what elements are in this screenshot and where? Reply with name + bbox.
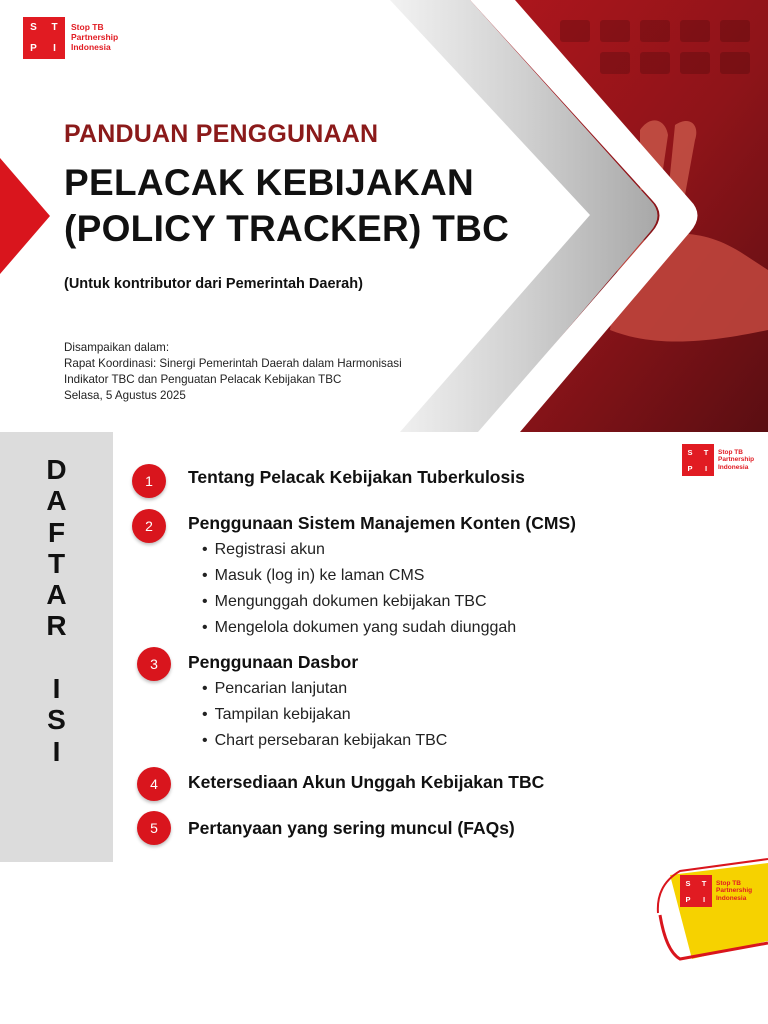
- logo-mark: S T P I: [23, 17, 65, 59]
- corner-decoration: [640, 855, 768, 965]
- logo-text: Stop TB Partnershig Indonesia: [716, 879, 753, 902]
- section-number-badge: 2: [132, 509, 166, 543]
- section-item[interactable]: • Pencarian lanjutan: [202, 680, 347, 698]
- section-number-badge: 1: [132, 464, 166, 498]
- left-arrow-shape: [0, 158, 52, 274]
- section-item[interactable]: • Chart persebaran kebijakan TBC: [202, 732, 447, 750]
- cover-kicker: PANDUAN PENGGUNAAN: [64, 120, 379, 148]
- section-item[interactable]: • Mengelola dokumen yang sudah diunggah: [202, 619, 516, 637]
- section-number-badge: 3: [137, 647, 171, 681]
- logo-mark: S T P I: [680, 875, 712, 907]
- cover-subtitle: (Untuk kontributor dari Pemerintah Daerah): [64, 276, 363, 292]
- section-item[interactable]: • Masuk (log in) ke laman CMS: [202, 567, 424, 585]
- section-title[interactable]: Tentang Pelacak Kebijakan Tuberkulosis: [188, 467, 525, 487]
- section-title[interactable]: Pertanyaan yang sering muncul (FAQs): [188, 818, 515, 838]
- section-number-badge: 5: [137, 811, 171, 845]
- brand-logo-small: [680, 875, 768, 907]
- section-item[interactable]: • Registrasi akun: [202, 541, 325, 559]
- cover-title: PELACAK KEBIJAKAN (POLICY TRACKER) TBC: [64, 162, 510, 249]
- section-number-badge: 4: [137, 767, 171, 801]
- logo-text: Stop TB Partnership Indonesia: [718, 448, 755, 471]
- logo-text: Stop TB Partnership Indonesia: [71, 22, 119, 52]
- cover-section: [0, 0, 768, 432]
- section-item[interactable]: • Tampilan kebijakan: [202, 706, 351, 724]
- section-item[interactable]: • Mengunggah dokumen kebijakan TBC: [202, 593, 487, 611]
- section-title[interactable]: Ketersediaan Akun Unggah Kebijakan TBC: [188, 772, 545, 792]
- section-title[interactable]: Penggunaan Sistem Manajemen Konten (CMS): [188, 513, 576, 533]
- brand-logo-small: [682, 444, 768, 476]
- logo-mark: S T P I: [682, 444, 714, 476]
- brand-logo: [23, 17, 151, 59]
- cover-meta: Disampaikan dalam: Rapat Koordinasi: Sinergi Pemerintah Daerah dalam Harmonisasi Indikator TBC dan Penguatan Pelacak Kebijakan TBC Selasa, 5 Agustus 2025: [64, 341, 402, 402]
- section-title[interactable]: Penggunaan Dasbor: [188, 652, 359, 672]
- toc-side-heading: D A F T A R I S I: [46, 454, 67, 767]
